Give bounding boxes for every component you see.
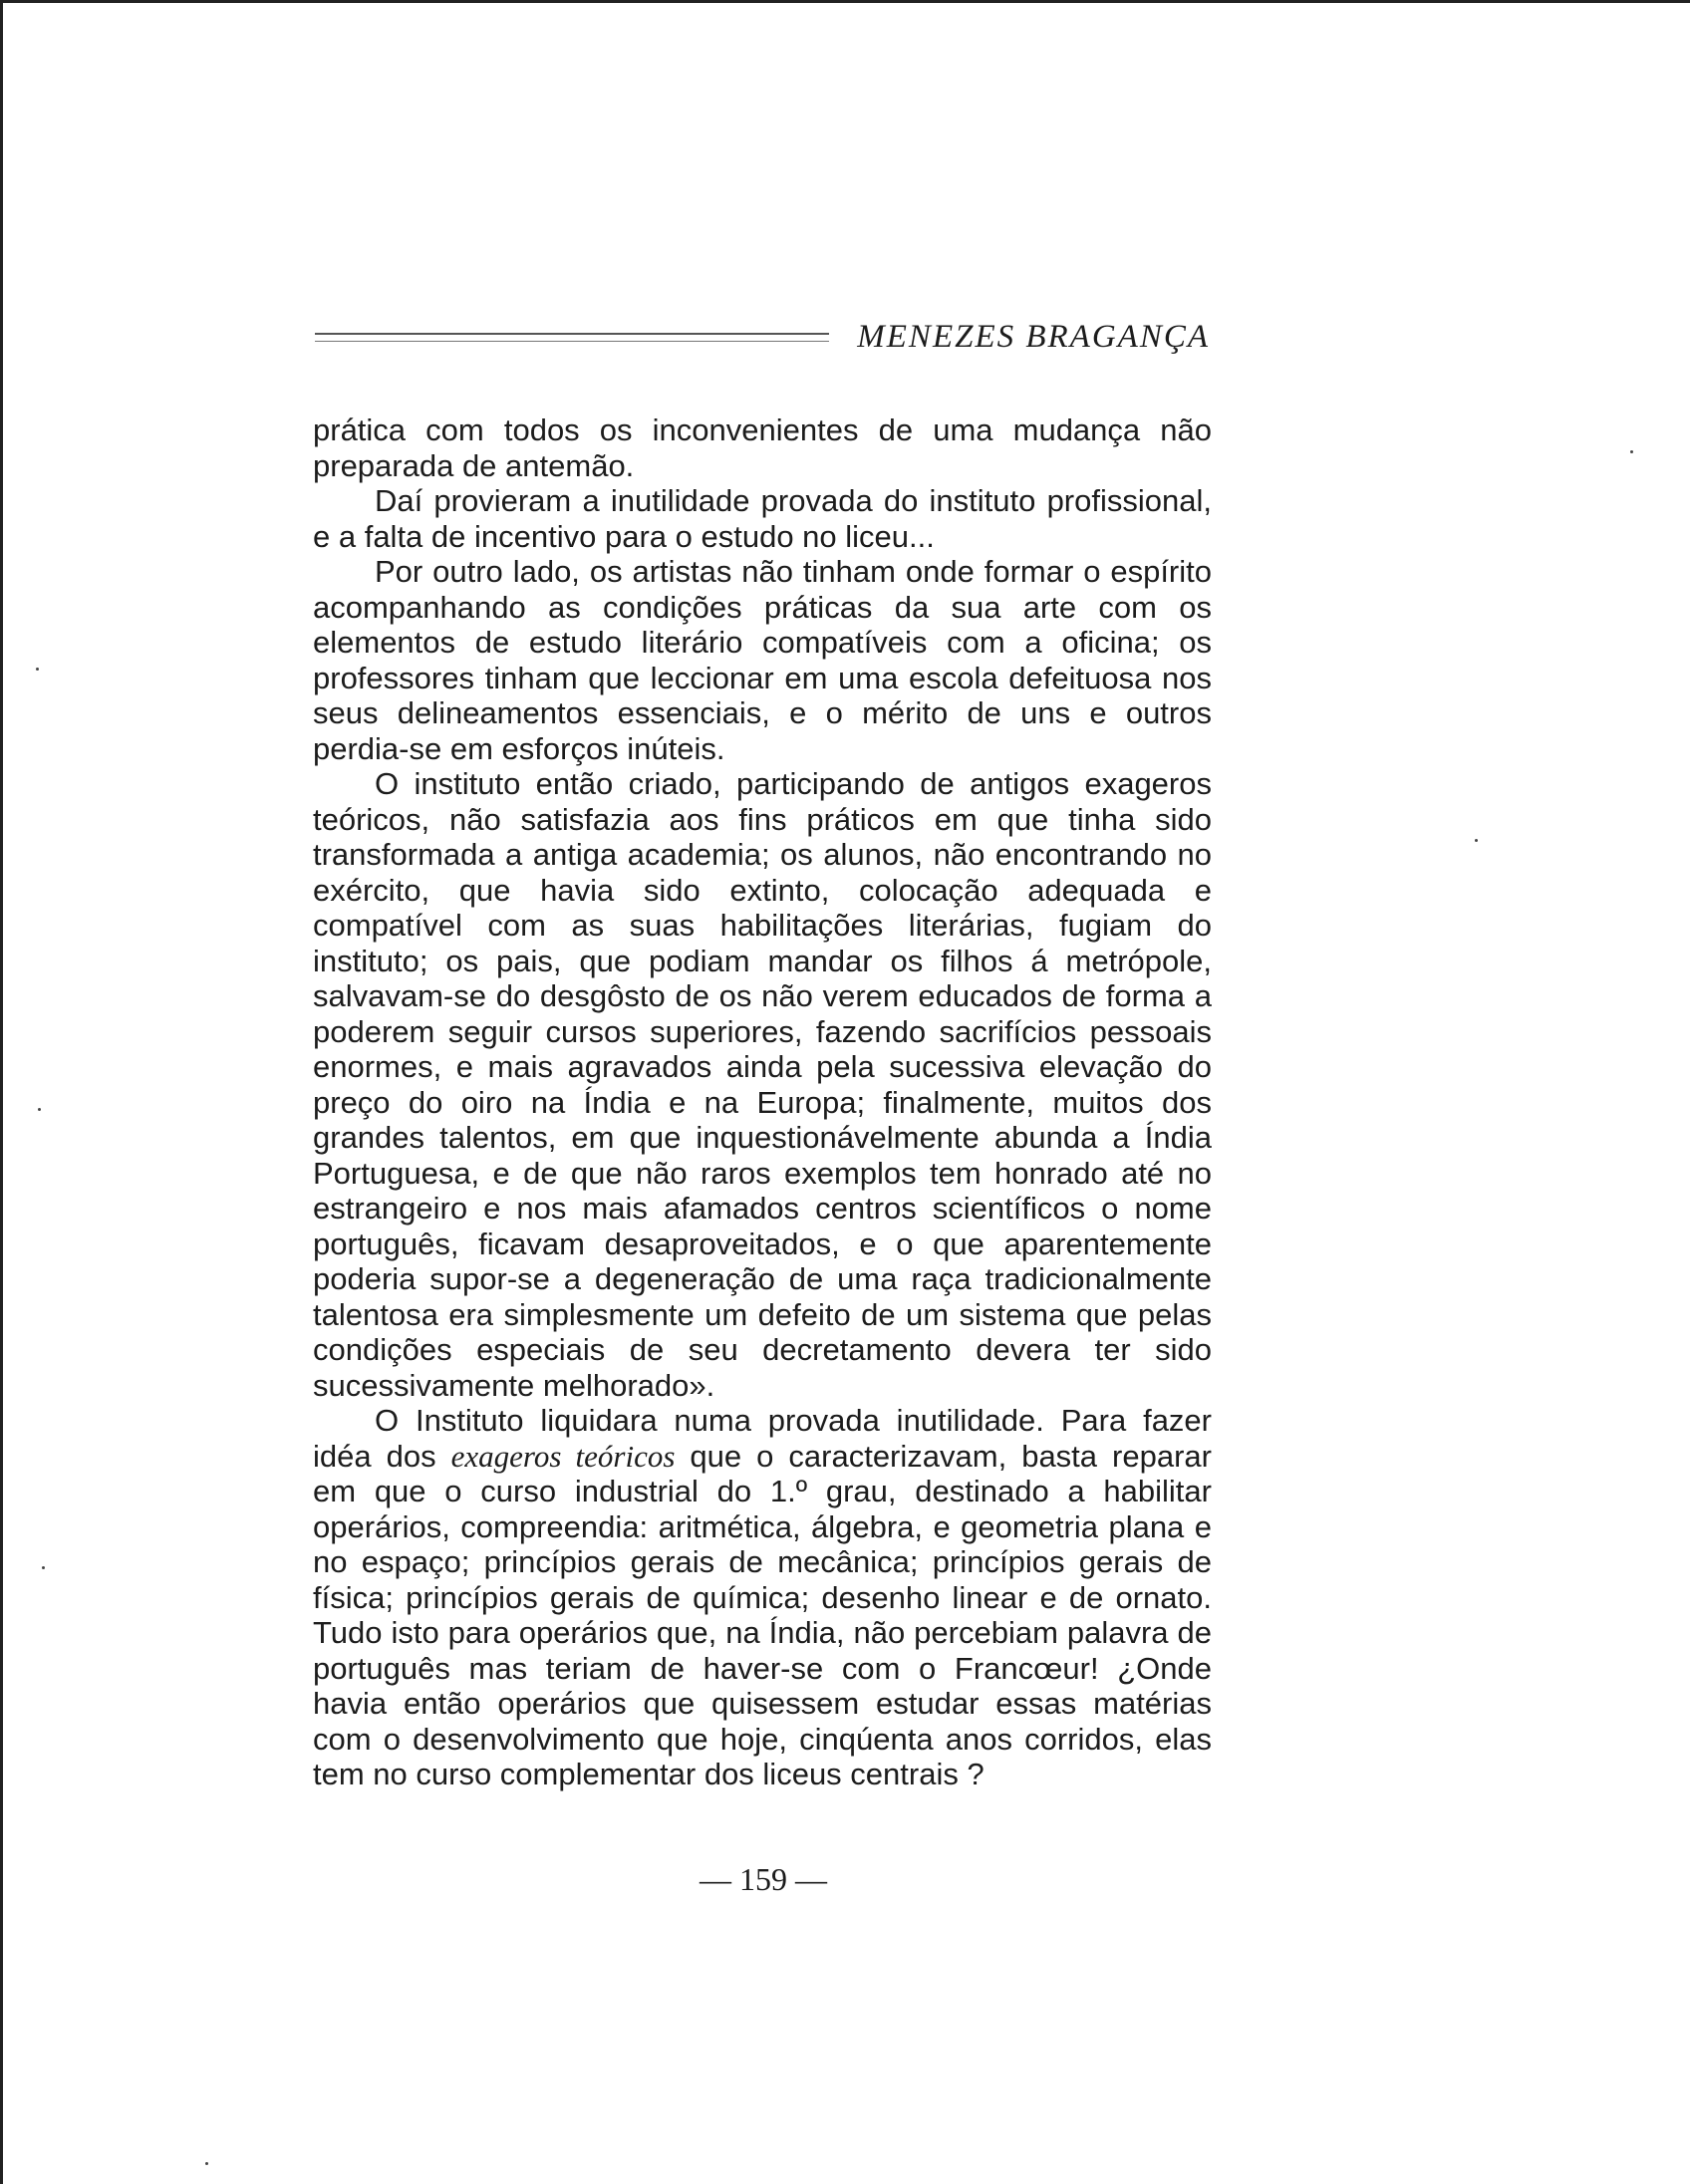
paragraph-5-end: que o caracterizavam, basta reparar em que o curso industrial do 1.º grau, destinado a habilitar operários, compreendia: aritmética, álgebra, e geometria plana e no espaço; princípios gerais de mecânica; princípios gerais de física; princípios gerais de química; desenho linear e de ornato. Tudo isto para operários que, na Índia, não percebiam palavra de português mas teriam de haver-se com o Francœur! ¿Onde havia então operários que quisessem estudar essas matérias com o desenvolvimento que hoje, cinqúenta anos corridos, elas tem no curso complementar dos liceus centrais ? <box>313 1438 1212 1791</box>
paragraph-1: prática com todos os inconvenientes de uma mudança não preparada de antemão. <box>313 412 1212 483</box>
scan-speck <box>205 2162 208 2165</box>
paragraph-5-emphasis: exageros teóricos <box>450 1438 676 1474</box>
scan-speck <box>38 1108 41 1111</box>
scan-speck <box>1475 839 1478 842</box>
body-text <box>313 412 1212 1792</box>
paragraph-5 <box>313 1403 1212 1792</box>
running-head: MENEZES BRAGANÇA <box>857 319 1210 355</box>
scan-speck <box>42 1566 45 1569</box>
scan-border-left <box>0 0 9 2184</box>
paragraph-2: Daí provieram a inutilidade provada do instituto profissional, e a falta de incentivo para o estudo no liceu... <box>313 483 1212 554</box>
page-number: — 159 — <box>700 1861 827 1897</box>
scan-speck <box>1630 450 1633 453</box>
paragraph-5-start: O Instituto liquidara numa provada inutilidade. Para fazer idéa dos <box>313 1403 1212 1474</box>
header-rule <box>315 333 829 342</box>
scan-border-top <box>0 0 1690 11</box>
scan-speck <box>36 668 39 671</box>
paragraph-3: Por outro lado, os artistas não tinham onde formar o espírito acompanhando as condições práticas da sua arte com os elementos de estudo literário compatíveis com a oficina; os professores tinham que leccionar em uma escola defeituosa nos seus delineamentos essenciais, e o mérito de uns e outros perdia-se em esforços inúteis. <box>313 554 1212 766</box>
page-header <box>315 317 1210 357</box>
paragraph-4: O instituto então criado, participando de antigos exageros teóricos, não satisfazia aos fins práticos em que tinha sido transformada a antiga academia; os alunos, não encontrando no exército, que havia sido extinto, colocação adequada e compatível com as suas habilitações literárias, fugiam do instituto; os pais, que podiam mandar os filhos á metrópole, salvavam-se do desgôsto de os não verem educados de forma a poderem seguir cursos superiores, fazendo sacrifícios pessoais enormes, e mais agravados ainda pela sucessiva elevação do preço do oiro na Índia e na Europa; finalmente, muitos dos grandes talentos, em que inquestionávelmente abunda a Índia Portuguesa, e de que não raros exemplos tem honrado até no estrangeiro e nos mais afamados centros scientíficos o nome português, ficavam desaproveitados, e o que aparentemente poderia supor-se a degeneração de uma raça tradicionalmente talentosa era simplesmente um defeito de um sistema que pelas condições especiais de seu decretamento devera ter sido sucessivamente melhorado». <box>313 766 1212 1403</box>
